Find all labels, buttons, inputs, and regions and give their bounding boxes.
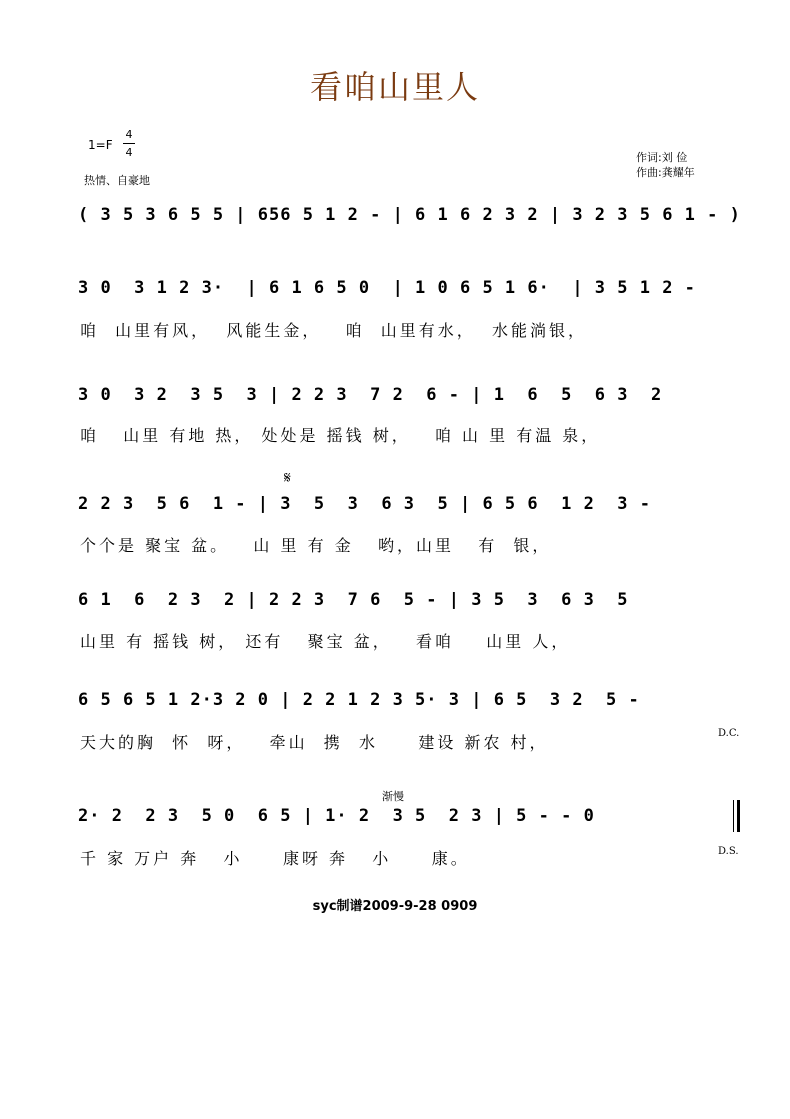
key-signature: 1=F xyxy=(88,138,113,152)
score-line-6: 6 5 6 5 1 2·3 2 0 | 2 2 1 2 3 5· 3 | 6 5 3 2 5 - xyxy=(78,690,640,710)
lyric-line-7: 千 家 万户 奔 小 康呀 奔 小 康。 xyxy=(80,849,470,868)
lyric-line-6: 天大的胸 怀 呀， 牵山 携 水 建设 新农 村， xyxy=(80,733,549,752)
lyricist: 作词:刘 俭 xyxy=(636,151,688,164)
song-title: 看咱山里人 xyxy=(309,68,480,106)
time-sig-bottom: 4 xyxy=(125,146,133,159)
lyric-line-4: 个个是 聚宝 盆。 山 里 有 金 哟，山里 有 银， xyxy=(80,536,552,555)
tempo-marking: 热情、自豪地 xyxy=(84,174,150,187)
segno-sign: 𝄋 xyxy=(284,468,291,487)
time-sig-bar xyxy=(123,143,135,144)
lyric-line-3: 咱 山里 有地 热， 处处是 摇钱 树， 咱 山 里 有温 泉， xyxy=(80,426,601,445)
lyric-line-5: 山里 有 摇钱 树， 还有 聚宝 盆， 看咱 山里 人， xyxy=(80,632,571,651)
dc-mark: D.C. xyxy=(718,728,740,739)
footer-credit: syc制谱2009-9-28 0909 xyxy=(312,899,478,914)
credits xyxy=(636,150,695,180)
score-line-2: 3 0 3 1 2 3· | 6 1 6 5 0 | 1 0 6 5 1 6· | 3 5 1 2 - xyxy=(78,278,696,298)
score-line-4: 2 2 3 5 6 1 - | 3 5 3 6 3 5 | 6 5 6 1 2 3 - xyxy=(78,494,651,514)
ritardando-mark: 渐慢 xyxy=(382,790,404,803)
lyric-line-2: 咱 山里有风， 风能生金， 咱 山里有水， 水能淌银， xyxy=(80,321,587,340)
final-barline-thin xyxy=(733,800,734,832)
score-line-1: ( 3 5 3 6 5 5 | 656 5 1 2 - | 6 1 6 2 3 2 | 3 2 3 5 6 1 - ) xyxy=(78,205,741,225)
score-line-5: 6 1 6 2 3 2 | 2 2 3 7 6 5 - | 3 5 3 6 3 5 xyxy=(78,590,629,610)
time-signature xyxy=(123,128,135,159)
composer: 作曲:龚耀年 xyxy=(636,166,695,179)
score-line-7: 2· 2 2 3 5 0 6 5 | 1· 2 3 5 2 3 | 5 - - 0 xyxy=(78,806,595,826)
final-barline-thick xyxy=(737,800,740,832)
time-sig-top: 4 xyxy=(125,128,133,141)
ds-mark: D.S. xyxy=(718,846,739,857)
score-line-3: 3 0 3 2 3 5 3 | 2 2 3 7 2 6 - | 1 6 5 6 3 2 xyxy=(78,385,663,405)
